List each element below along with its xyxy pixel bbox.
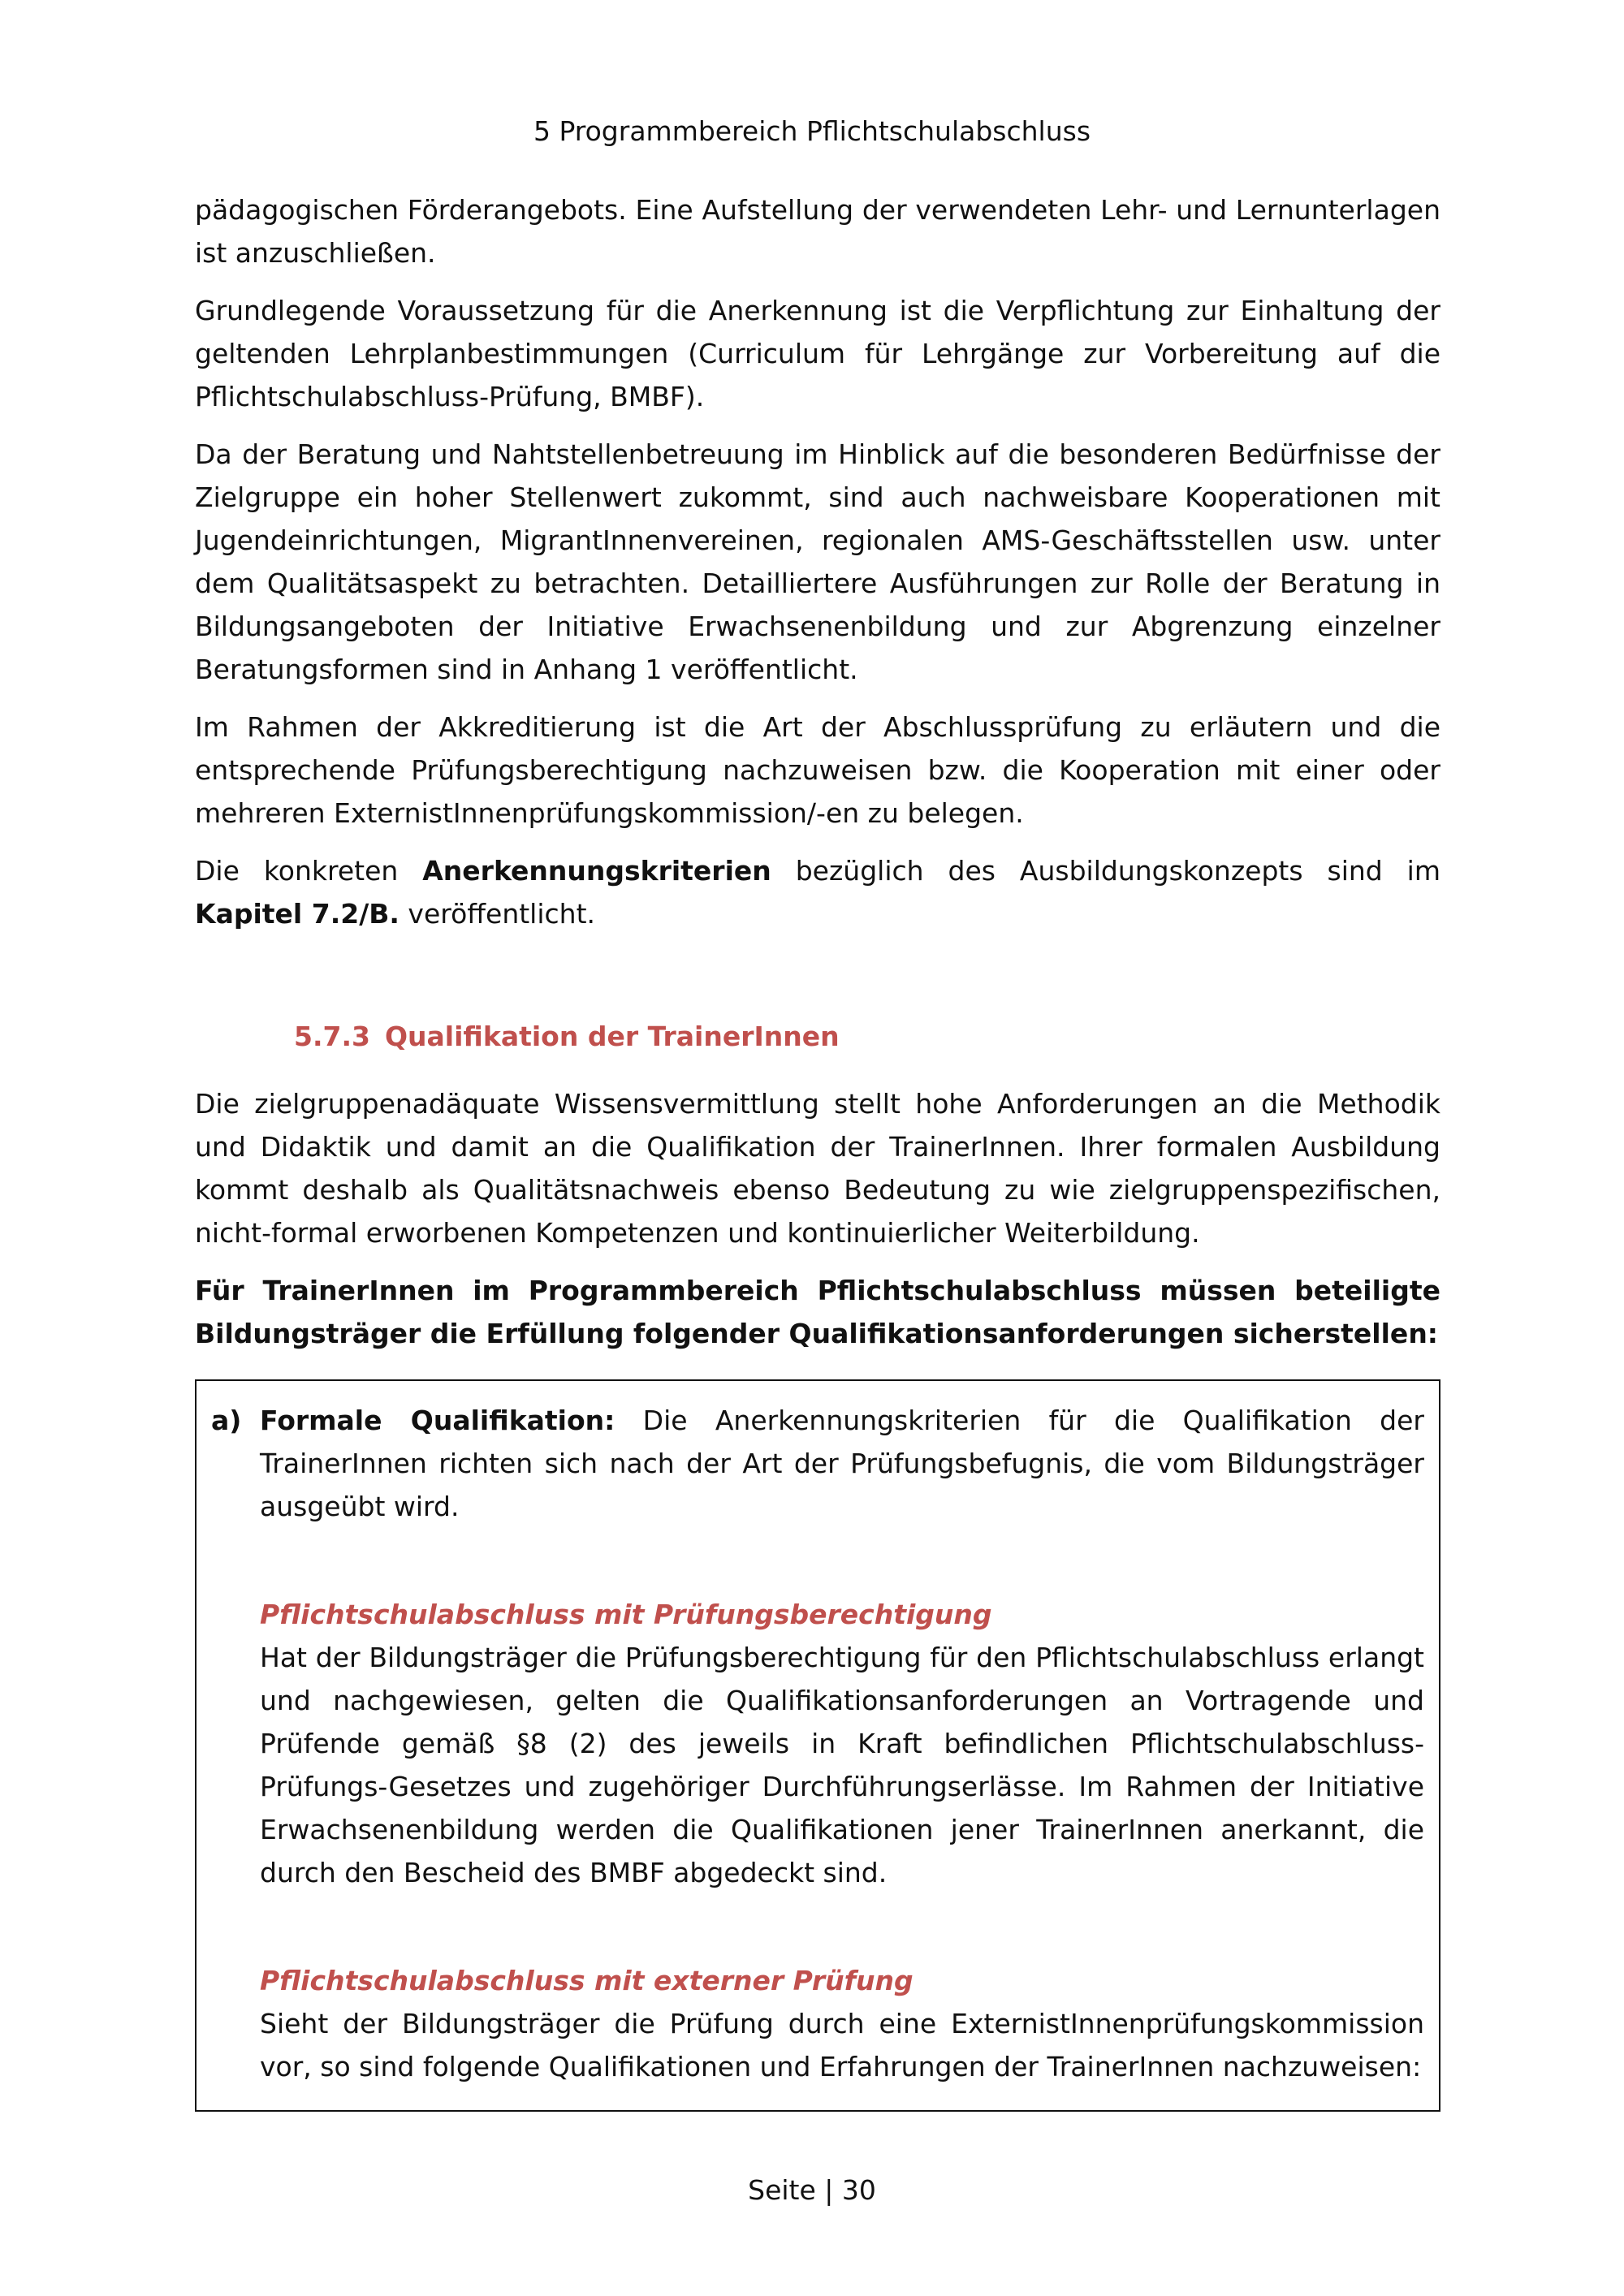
subtext-exam-authorization: Hat der Bildungsträger die Prüfungsberechtigung für den Pflichtschulabschluss erlangt und nachgewiesen, gelten die Qualifikationsanforderungen an Vortragende und Prüfende gemäß §8 (2) des jeweils in Kraft befindlichen Pflichtschulabschluss-Prüfungs-Gesetzes und zugehöriger Durchführungserlässe. Im Rahmen der Initiative Erwachsenenbildung werden die Qualifikationen jener TrainerInnen anerkannt, die durch den Bescheid des BMBF abgedeckt sind. (260, 1642, 1424, 1888)
subsection-exam-authorization (260, 1593, 1424, 1894)
subsection-external-exam (260, 1959, 1424, 2088)
paragraph-counselling: Da der Beratung und Nahtstellenbetreuung im Hinblick auf die besonderen Bedürfnisse der Zielgruppe ein hoher Stellenwert zukommt, sind auch nachweisbare Kooperationen mit Jugendeinrichtungen, MigrantInnenvereinen, regionalen AMS-Geschäftsstellen usw. unter dem Qualitätsaspekt zu betrachten. Detailliertere Ausführungen zur Rolle der Beratung in Bildungsangeboten der Initiative Erwachsenenbildung und zur Abgrenzung einzelner Beratungsformen sind in Anhang 1 veröffentlicht. (195, 438, 1440, 685)
page-content (195, 188, 1440, 2112)
subheading-exam-authorization: Pflichtschulabschluss mit Prüfungsberechtigung (260, 1599, 992, 1630)
section-number: 5.7.3 (294, 1021, 370, 1052)
qualification-box (195, 1379, 1440, 2112)
subheading-external-exam: Pflichtschulabschluss mit externer Prüfung (260, 1965, 914, 1996)
paragraph-criteria (195, 849, 1440, 935)
list-item-text: Die Anerkennungskriterien für die Qualifikation der TrainerInnen richten sich nach der Art der Prüfungsbefugnis, die vom Bildungsträger ausgeübt wird. (260, 1405, 1424, 1522)
criteria-text-after: veröffentlicht. (399, 898, 596, 930)
section-title: Qualifikation der TrainerInnen (384, 1021, 840, 1052)
list-marker: a) (211, 1405, 242, 1436)
list-item-body (260, 1399, 1424, 1528)
paragraph-accreditation: Im Rahmen der Akkreditierung ist die Art der Abschlussprüfung zu erläutern und die entsprechende Prüfungsberechtigung nachzuweisen bzw. die Kooperation mit einer oder mehreren ExternistInnenprüfungskommission/-en zu belegen. (195, 711, 1440, 829)
criteria-bold-term: Anerkennungskriterien (422, 855, 771, 887)
page-footer: Seite | 30 (748, 2174, 876, 2206)
paragraph-prerequisite: Grundlegende Voraussetzung für die Anerkennung ist die Verpflichtung zur Einhaltung der geltenden Lehrplanbestimmungen (Curriculum für Lehrgänge zur Vorbereitung auf die Pflichtschulabschluss-Prüfung, BMBF). (195, 295, 1440, 412)
section-requirement: Für TrainerInnen im Programmbereich Pflichtschulabschluss müssen beteiligte Bildungsträger die Erfüllung folgender Qualifikationsanforderungen sicherstellen: (195, 1275, 1440, 1349)
list-item-formal-qualification (211, 1399, 1424, 1528)
subtext-external-exam: Sieht der Bildungsträger die Prüfung durch eine ExternistInnenprüfungskommission vor, so sind folgende Qualifikationen und Erfahrungen der TrainerInnen nachzuweisen: (260, 2008, 1424, 2082)
criteria-text-before: Die konkreten (195, 855, 423, 887)
running-header: 5 Programmbereich Pflichtschulabschluss (533, 115, 1091, 147)
criteria-chapter-ref: Kapitel 7.2/B. (195, 898, 400, 930)
section-heading (294, 1015, 1440, 1058)
list-item-title: Formale Qualifikation: (260, 1405, 615, 1436)
criteria-text-middle: bezüglich des Ausbildungskonzepts sind im (771, 855, 1440, 887)
section-intro: Die zielgruppenadäquate Wissensvermittlung stellt hohe Anforderungen an die Methodik und Didaktik und damit an die Qualifikation der TrainerInnen. Ihrer formalen Ausbildung kommt deshalb als Qualitätsnachweis ebenso Bedeutung zu wie zielgruppenspezifischen, nicht-formal erworbenen Kompetenzen und kontinuierlicher Weiterbildung. (195, 1088, 1440, 1249)
paragraph-continuation: pädagogischen Förderangebots. Eine Aufstellung der verwendeten Lehr- und Lernunterlagen ist anzuschließen. (195, 194, 1440, 269)
